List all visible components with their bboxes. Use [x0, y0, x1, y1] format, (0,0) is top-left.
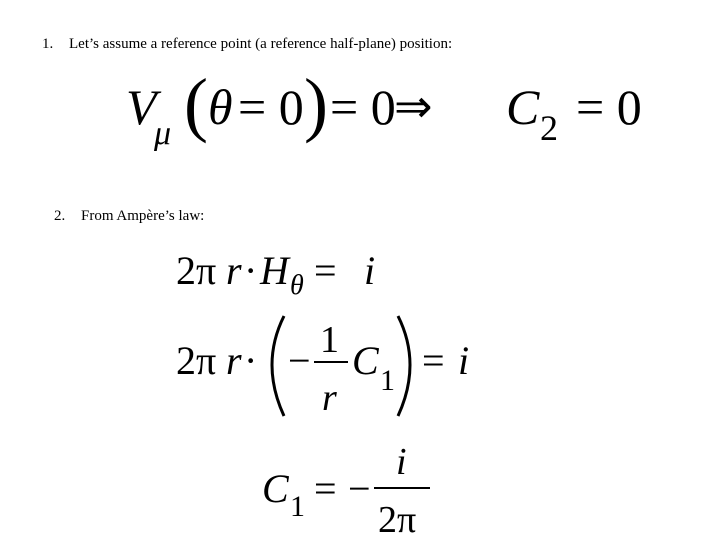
eq3-i: i — [458, 338, 470, 383]
list-item-2 — [54, 208, 204, 225]
eq1-sub2: 2 — [540, 108, 558, 148]
eq4-sub1: 1 — [290, 490, 305, 523]
eq1-lparen: ( — [184, 64, 208, 144]
eq1-theta: θ — [208, 79, 233, 135]
eq1-mu: μ — [154, 115, 172, 152]
eq1-eq-c: = 0 — [576, 79, 642, 135]
eq3-lparen — [272, 316, 284, 416]
eq3-sub1: 1 — [380, 364, 395, 397]
eq1-rparen: ) — [304, 64, 328, 144]
eq3-minus: − — [288, 338, 311, 383]
eq2-i: i — [364, 248, 376, 293]
eq1-eq-a: = 0 — [238, 79, 304, 135]
equation-4-svg — [262, 441, 442, 540]
list-text: From Ampère’s law: — [81, 208, 205, 224]
eq3-2pi: 2π — [176, 338, 217, 383]
eq3-rparen — [398, 316, 410, 416]
list-number: 1. — [42, 36, 54, 52]
eq2-r: r — [226, 248, 242, 293]
eq4-c: C — [262, 466, 289, 511]
eq3-dot: · — [244, 338, 258, 383]
eq3-eq: = — [422, 338, 445, 383]
eq4-num: i — [396, 441, 407, 483]
eq3-r: r — [226, 338, 242, 383]
list-number: 2. — [54, 208, 66, 224]
eq3-c: C — [352, 338, 379, 383]
equation-1-svg — [126, 64, 666, 152]
eq4-minus: − — [348, 466, 371, 511]
eq1-implies: ⇒ — [394, 81, 433, 132]
equation-2-svg — [176, 248, 406, 301]
eq1-eq-b: = 0 — [330, 79, 396, 135]
equation-3-svg — [176, 312, 476, 422]
eq2-2pi: 2π — [176, 248, 217, 293]
list-text: Let’s assume a reference point (a reference half-plane) position: — [69, 36, 453, 52]
eq4-den: 2π — [378, 499, 417, 540]
eq2-eq: = — [314, 248, 337, 293]
eq2-dot: · — [244, 248, 258, 293]
eq4-eq: = — [314, 466, 337, 511]
eq1-v: V — [126, 79, 157, 135]
eq1-c: C — [506, 79, 540, 135]
eq2-theta: θ — [290, 270, 304, 301]
eq2-h: H — [260, 248, 289, 293]
list-item-1 — [42, 36, 452, 53]
eq3-den: r — [322, 377, 337, 419]
eq3-num: 1 — [320, 319, 339, 361]
